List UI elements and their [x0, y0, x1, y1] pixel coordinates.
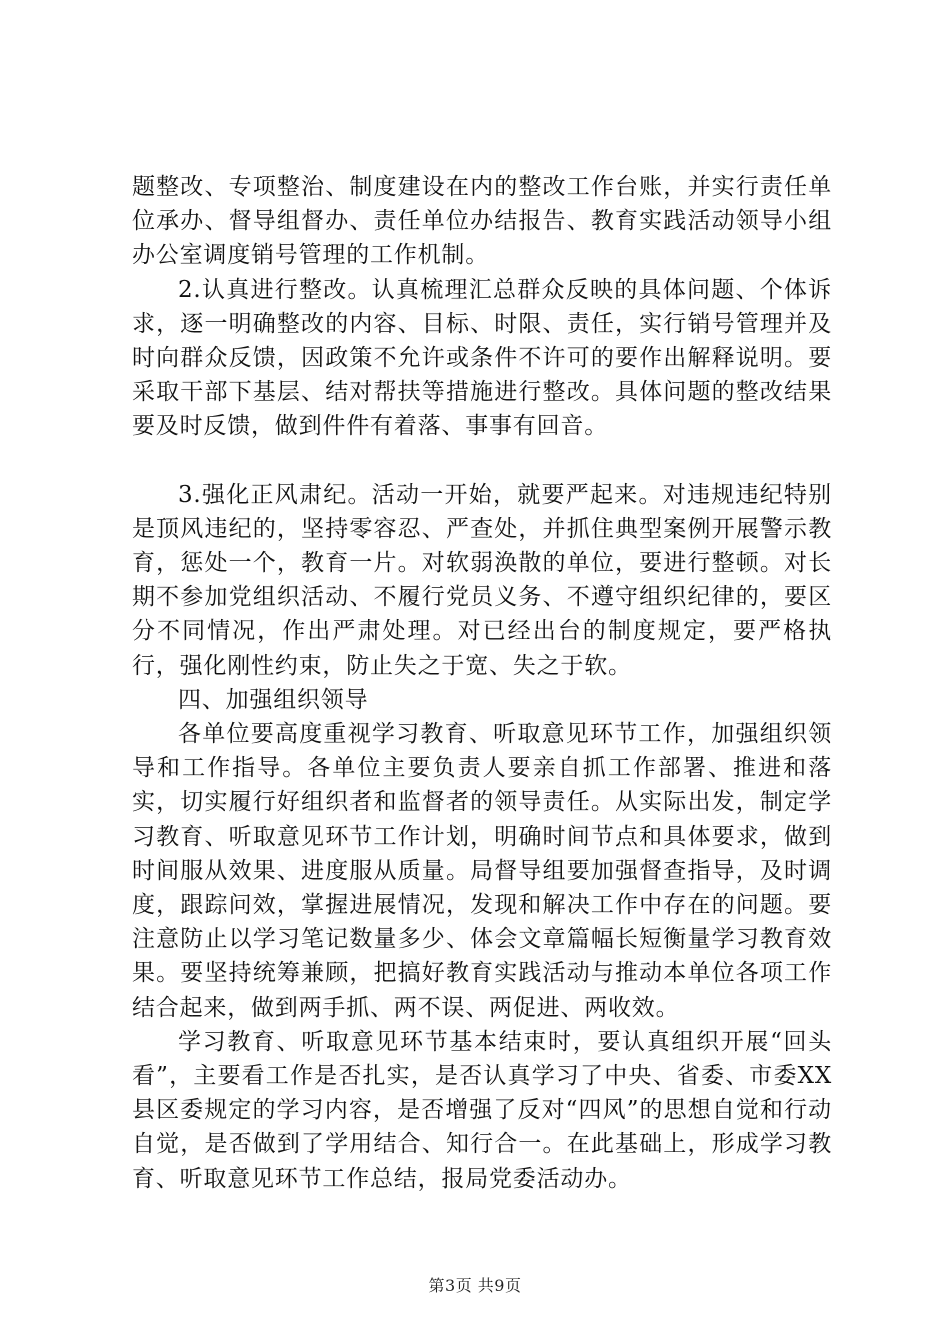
section-heading-4: 四、加强组织领导: [178, 686, 369, 713]
paragraph-item-3: 3.强化正风肃纪。活动一开始，就要严起来。对违规违纪特别是顶风违纪的，坚持零容忍、严查处，并抓住典型案例开展警示教育，惩处一个，教育一片。对软弱涣散的单位，要进行整顿。对长期不参加党组织活动、不履行党员义务、不遵守组织纪律的，要区分不同情况，作出严肃处理。对已经出台的制度规定，要严格执行，强化刚性约束，防止失之于宽、失之于软。: [132, 481, 832, 679]
paragraph-review: 学习教育、听取意见环节基本结束时，要认真组织开展“回头看”，主要看工作是否扎实，是否认真学习了中央、省委、市委XX县区委规定的学习内容，是否增强了反对“四风”的思想自觉和行动自觉，是否做到了学用结合、知行合一。在此基础上，形成学习教育、听取意见环节工作总结，报局党委活动办。: [132, 1028, 832, 1192]
paragraph-item-2: 2.认真进行整改。认真梳理汇总群众反映的具体问题、个体诉求，逐一明确整改的内容、目标、时限、责任，实行销号管理并及时向群众反馈，因政策不允许或条件不许可的要作出解释说明。要采取干部下基层、结对帮扶等措施进行整改。具体问题的整改结果要及时反馈，做到件件有着落、事事有回音。: [132, 276, 832, 440]
page-footer: 第3页 共9页: [428, 1276, 522, 1295]
paragraph-organization: 各单位要高度重视学习教育、听取意见环节工作，加强组织领导和工作指导。各单位主要负责人要亲自抓工作部署、推进和落实，切实履行好组织者和监督者的领导责任。从实际出发，制定学习教育、听取意见环节工作计划，明确时间节点和具体要求，做到时间服从效果、进度服从质量。局督导组要加强督查指导，及时调度，跟踪问效，掌握进展情况，发现和解决工作中存在的问题。要注意防止以学习笔记数量多少、体会文章篇幅长短衡量学习教育效果。要坚持统筹兼顾，把搞好教育实践活动与推动本单位各项工作结合起来，做到两手抓、两不误、两促进、两收效。: [132, 721, 832, 1021]
paragraph-continued: 题整改、专项整治、制度建设在内的整改工作台账，并实行责任单位承办、督导组督办、责任单位办结报告、教育实践活动领导小组办公室调度销号管理的工作机制。: [132, 174, 832, 269]
document-body: [132, 170, 832, 1196]
